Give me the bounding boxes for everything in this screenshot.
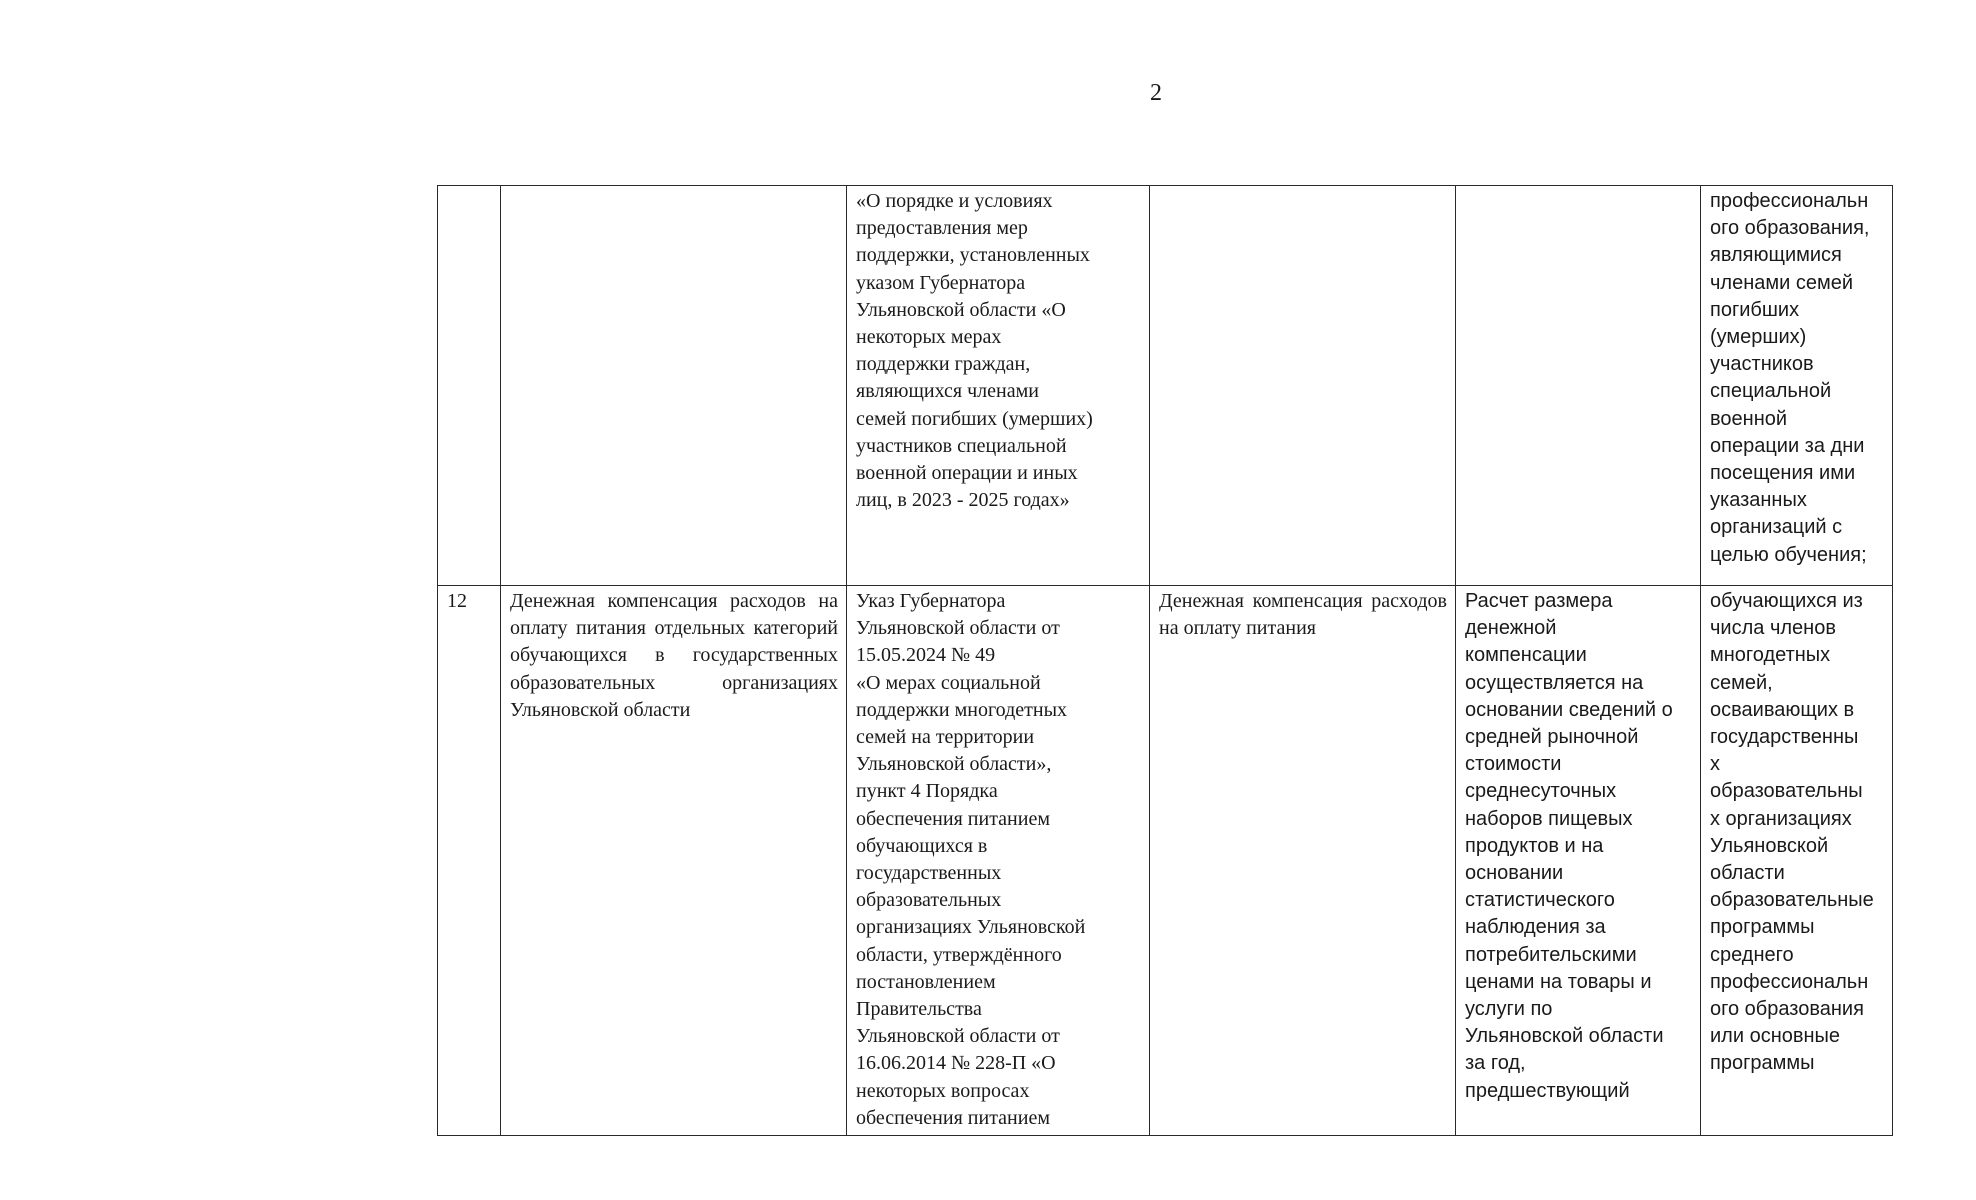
cell-measure-name bbox=[501, 186, 847, 586]
page-number: 2 bbox=[1150, 80, 1162, 106]
cell-number: 12 bbox=[438, 586, 501, 1136]
cell-recipients: обучающихся из числа членов многодетных семей, осваивающих в государственны х образовательны х организациях Ульяновской области образовательные программы среднего профессиональн ого образования или основные программы bbox=[1701, 586, 1893, 1136]
document-table bbox=[437, 185, 1893, 1136]
table-row bbox=[438, 186, 1893, 586]
cell-recipients: профессиональн ого образования, являющимися членами семей погибших (умерших) участников специальной военной операции за дни посещения ими указанных организаций с целью обучения; bbox=[1701, 186, 1893, 586]
cell-calculation: Расчет размера денежной компенсации осуществляется на основании сведений о средней рыночной стоимости среднесуточных наборов пищевых продуктов и на основании статистического наблюдения за потребительскими ценами на товары и услуги по Ульяновской области за год, предшествующий bbox=[1456, 586, 1701, 1136]
cell-number bbox=[438, 186, 501, 586]
cell-support-form: Денежная компенсация расходов на оплату питания bbox=[1150, 586, 1456, 1136]
cell-calculation bbox=[1456, 186, 1701, 586]
table-row bbox=[438, 586, 1893, 1136]
cell-legal-basis: Указ Губернатора Ульяновской области от 15.05.2024 № 49 «О мерах социальной поддержки многодетных семей на территории Ульяновской области», пункт 4 Порядка обеспечения питанием обучающихся в государственных образовательных организациях Ульяновской области, утверждённого постановлением Правительства Ульяновской области от 16.06.2014 № 228-П «О некоторых вопросах обеспечения питанием bbox=[847, 586, 1150, 1136]
cell-legal-basis: «О порядке и условиях предоставления мер поддержки, установленных указом Губернатора Ульяновской области «О некоторых мерах поддержки граждан, являющихся членами семей погибших (умерших) участников специальной военной операции и иных лиц, в 2023 - 2025 годах» bbox=[847, 186, 1150, 586]
cell-measure-name: Денежная компенсация расходов на оплату питания отдельных категорий обучающихся в государственных образовательных организациях Ульяновской области bbox=[501, 586, 847, 1136]
cell-support-form bbox=[1150, 186, 1456, 586]
